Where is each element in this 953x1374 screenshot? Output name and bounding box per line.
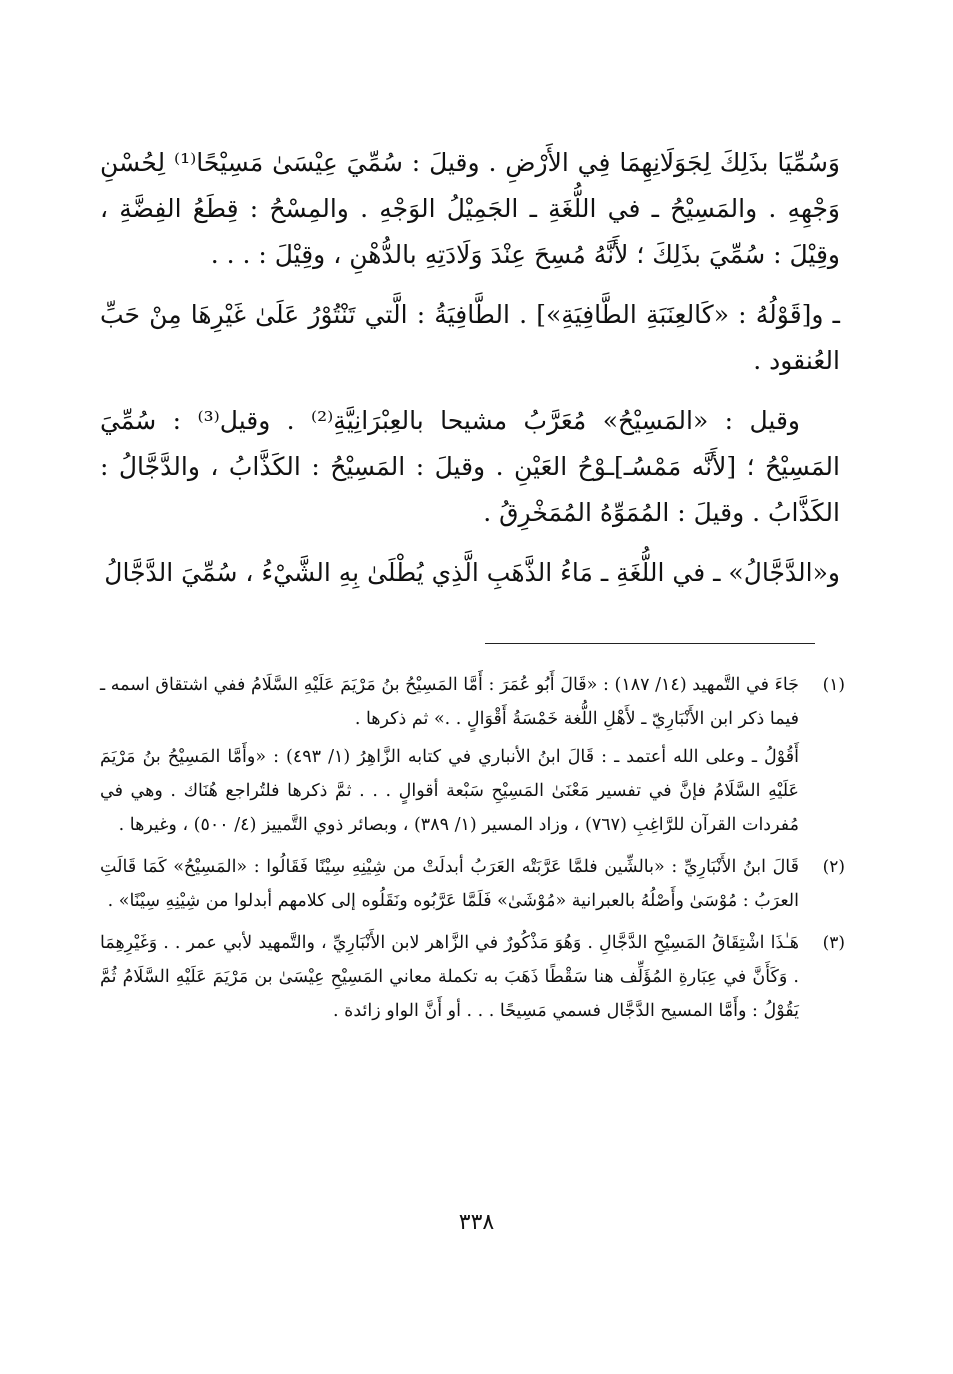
- footnote-divider: [485, 643, 815, 644]
- footnote-number: (٢): [822, 857, 845, 877]
- footnote: [100, 850, 845, 918]
- footnote-body: [100, 668, 799, 842]
- footnotes: [100, 668, 845, 1036]
- footnote-body: [100, 926, 799, 1028]
- footnote-paragraph: قَالَ ابنُ الأَنْبَارِيِّ : «بالشِّين فلمَّا عَرَّبَتْه العَرَبُ أبدلَتْ من شِيْنِهِ سِيْنًا فَقَالُوا : «المَسِيْحُ» كَمَا قَالَتِ العرَبُ : مُوْسَىٰ وأَصْلُهُ بالعبرانية «مُوْشَىٰ» فَلَمَّا عَرَّبُوه ونَقَلُوه إلى كلامهم أبدلوا من شِيْنِهِ سِيْنًا» .: [100, 857, 799, 911]
- paragraph: وَسُمِّيَا بذَلِكَ لِجَوَلَانِهِمَا فِي الأَرْضِ . وقيلَ : سُمِّيَ عِيْسَىٰ مَسِيْحًا⁽¹⁾ لِحُسْنِ وَجْهِهِ . والمَسِيْحُ ـ في اللُّغَةِ ـ الجَمِيْلُ الوَجْهِ . والمِسْحُ : قِطَعُ الفِضَّةِ ، وقِيْلَ : سُمِّيَ بذَلِكَ ؛ لأَنَّهُ مُسِحَ عِنْدَ وَلَادَتِهِ بالدُّهْنِ ، وقِيْلَ : . . .: [100, 148, 840, 269]
- footnote-paragraph: هَـٰذَا اشْتِقَاقُ المَسِيْحِ الدَّجَّالِ . وَهُوَ مَذْكُورٌ في الزَّاهر لابن الأَنْبَارِيِّ ، والتَّمهيد لأبي عمر . . وَغَيْرِهِمَا . وَكَأَنَّ في عِبَارةِ المُؤَلِّف هنا سَقْطًا ذَهَبَ به تكملة معاني المَسِيْحِ عِيْسَىٰ بن مَرْيَمَ عَلَيْهِ السَّلَامُ ثُمَّ يَقُوْلُ : وأَمَّا المسيح الدَّجَّال فسمي مَسِيحًا . . . أو أَنَّ الواو زائدة .: [100, 933, 799, 1021]
- footnote: [100, 668, 845, 842]
- paragraph: ـ و[قَوْلُهُ : «كَالعِنَبَةِ الطَّافِيَةِ»] . الطَّافِيَةُ : الَّتي تَنْتُوْرُ عَلَىٰ غَيْرِهَا مِنْ حَبِّ العُنقود .: [100, 300, 840, 375]
- footnote: [100, 926, 845, 1028]
- footnote-number: (١): [822, 675, 845, 695]
- page-number: ٣٣٨: [458, 1210, 495, 1235]
- footnote-body: [100, 850, 799, 918]
- paragraph: وقيل : «المَسِيْحُ» مُعَرَّبُ مشيحا بالعِبْرَانِيَّةِ⁽²⁾ . وقيل⁽³⁾ : سُمِّيَ المَسِيْحُ ؛ [لأَنَّه مَمْسُـ]ـوْحُ العَيْنِ . وقيلَ : المَسِيْحُ : الكَذَّابُ ، والدَّجَّالُ : الكَذَّابُ . وقيلَ : المُمَوِّهُ المُمَخْرِقُ .: [100, 406, 840, 527]
- main-text: [100, 140, 840, 596]
- footnote-paragraph: أَقُوْلُ ـ وعلى الله أعتمد ـ : قَالَ ابنُ الأنباري في كتابه الزَّاهِرُ (١/ ٤٩٣) : «وأَمَّا المَسِيْحُ بنُ مَرْيَمَ عَلَيْهِ السَّلَامُ فإنَّ في تفسير مَعْنَىٰ المَسِيْحِ سَبْعة أقوالٍ . . . ثمَّ ذكرها فلتُراجع هُنَاك . وهي في مُفردات القرآن للرَّاغِبِ (٧٦٧) ، وزاد المسير (١/ ٣٨٩) ، وبصائر ذوي التَّمييز (٤/ ٥٠٠) ، وغيرها .: [100, 747, 799, 835]
- paragraph: و«الدَّجَّالُ» ـ في اللُّغَةِ ـ مَاءُ الذَّهَبِ الَّذِي يُطْلَىٰ بِهِ الشَّيْءُ ، سُمِّيَ الدَّجَّالُ: [104, 558, 840, 587]
- footnote-number: (٣): [822, 933, 845, 953]
- footnote-paragraph: جَاءَ في التَّمهيد (١٤/ ١٨٧) : «قَالَ أَبُو عُمَرَ : أَمَّا المَسِيْحُ بنُ مَرْيَمَ عَلَيْهِ السَّلَامُ ففي اشتقاق اسمه ـ فيما ذكر ابن الأَنْبَارِيّ ـ لأَهْلِ اللُّغة خَمْسَةُ أَقْوَالٍ . .» ثم ذكرها .: [100, 675, 799, 729]
